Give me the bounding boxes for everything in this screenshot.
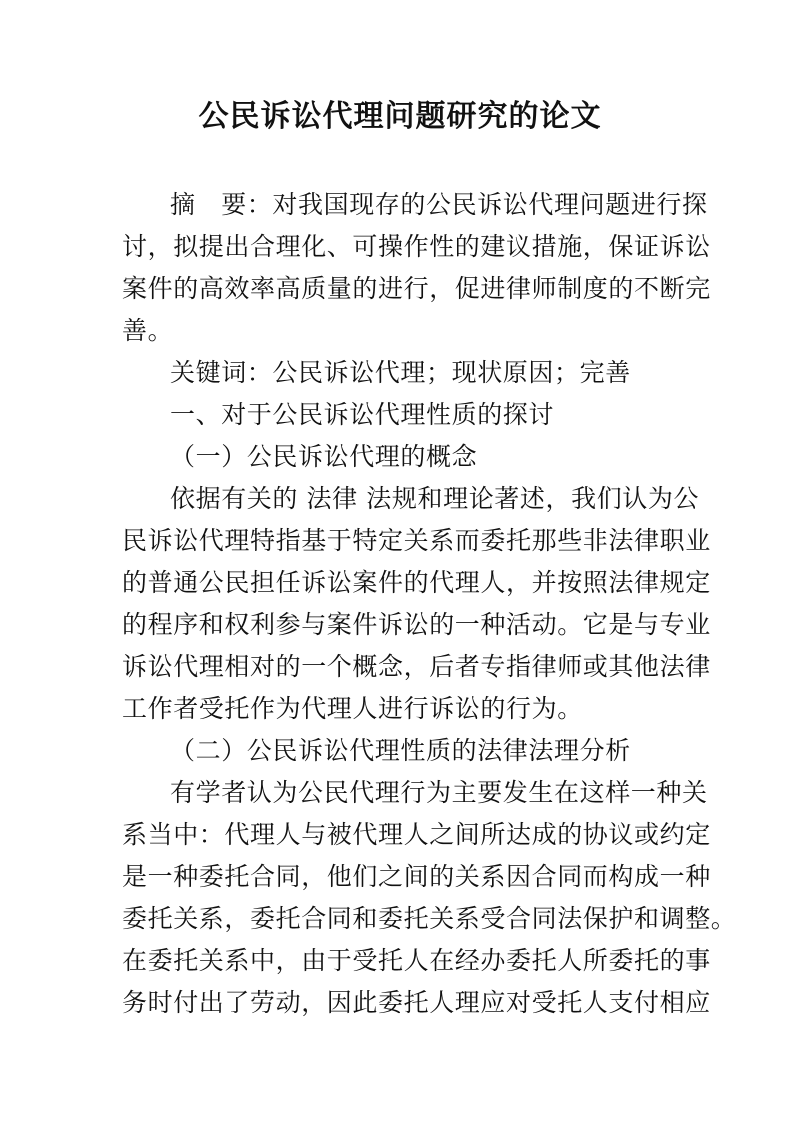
body-line: 是一种委托合同，他们之间的关系因合同而构成一种 xyxy=(122,862,711,891)
document-title: 公民诉讼代理问题研究的论文 xyxy=(198,99,602,134)
body-line: 民诉讼代理特指基于特定关系而委托那些非法律职业 xyxy=(122,526,711,555)
body-line: 委托关系，委托合同和委托关系受合同法保护和调整。 xyxy=(122,904,737,933)
body-line: 在委托关系中，由于受托人在经办委托人所委托的事 xyxy=(122,946,711,975)
body-line: 诉讼代理相对的一个概念，后者专指律师或其他法律 xyxy=(122,652,711,681)
abstract-line: 善。 xyxy=(122,316,174,345)
subsection-heading: （二）公民诉讼代理性质的法律法理分析 xyxy=(170,736,631,765)
body-line: 的程序和权利参与案件诉讼的一种活动。它是与专业 xyxy=(122,610,711,639)
abstract-line: 摘 要：对我国现存的公民诉讼代理问题进行探 xyxy=(170,190,708,219)
body-line: 务时付出了劳动，因此委托人理应对受托人支付相应 xyxy=(122,988,711,1017)
section-heading: 一、对于公民诉讼代理性质的探讨 xyxy=(170,400,555,429)
body-line: 依据有关的 法律 法规和理论著述，我们认为公 xyxy=(170,484,700,513)
abstract-line: 讨，拟提出合理化、可操作性的建议措施，保证诉讼 xyxy=(122,232,711,261)
subsection-heading: （一）公民诉讼代理的概念 xyxy=(170,442,478,471)
body-line: 工作者受托作为代理人进行诉讼的行为。 xyxy=(122,694,583,723)
abstract-line: 案件的高效率高质量的进行，促进律师制度的不断完 xyxy=(122,274,711,303)
body-line: 有学者认为公民代理行为主要发生在这样一种关 xyxy=(170,778,708,807)
keywords-line: 关键词：公民诉讼代理；现状原因；完善 xyxy=(170,358,631,387)
body-line: 系当中：代理人与被代理人之间所达成的协议或约定 xyxy=(122,820,711,849)
body-line: 的普通公民担任诉讼案件的代理人，并按照法律规定 xyxy=(122,568,711,597)
